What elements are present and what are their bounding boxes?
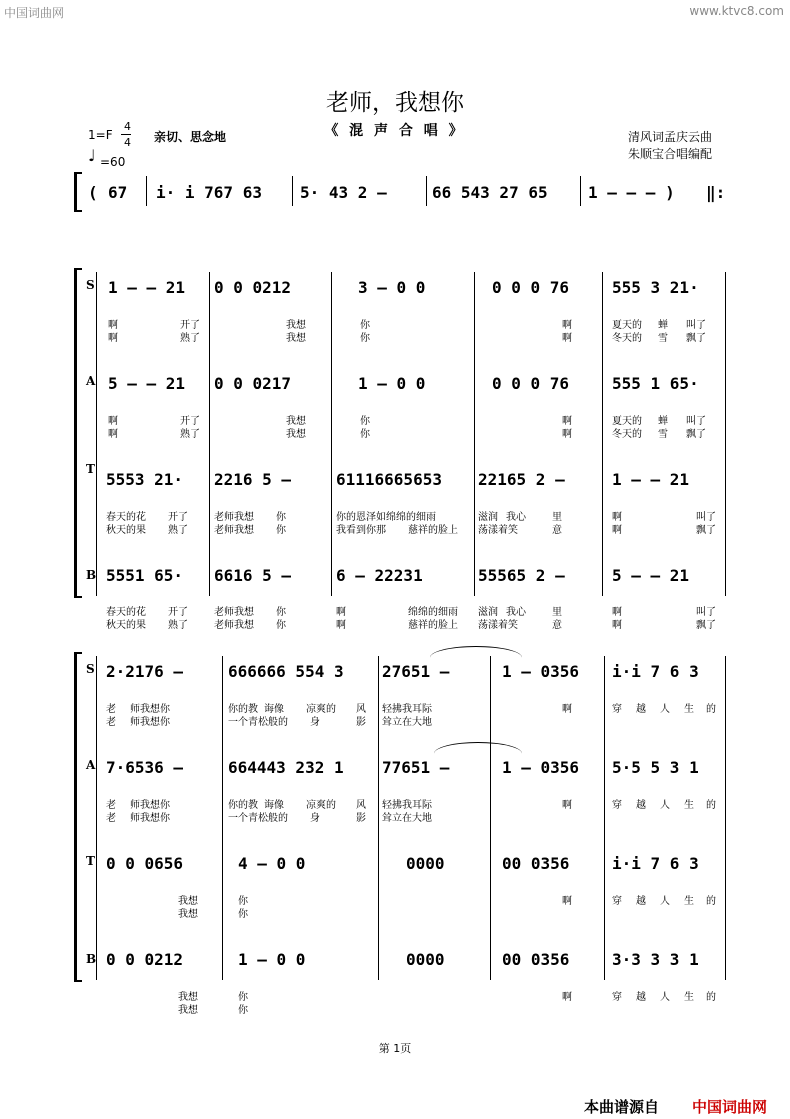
measure: 27651 – xyxy=(382,662,450,681)
barline xyxy=(474,272,475,596)
lyric: 你 xyxy=(238,1005,248,1016)
lyric: 穿 xyxy=(612,896,622,907)
lyric: 你 xyxy=(238,909,248,920)
lyric: 啊 xyxy=(562,896,572,907)
lyric: 荡漾着笑 xyxy=(478,620,518,631)
lyric: 你 xyxy=(360,429,370,440)
lyric: 的 xyxy=(706,800,716,811)
lyric: 我想 xyxy=(286,320,306,331)
lyric: 雪 xyxy=(658,333,668,344)
lyric: 我想 xyxy=(286,416,306,427)
lyric: 夏天的 xyxy=(612,320,642,331)
lyric: 春天的花 xyxy=(106,512,146,523)
site-url-right: www.ktvc8.com xyxy=(689,4,784,18)
lyric: 秋天的果 xyxy=(106,525,146,536)
lyric: 越 xyxy=(636,992,646,1003)
voice-label-soprano: S xyxy=(86,662,95,676)
intro-measure: 67 xyxy=(108,183,128,202)
measure: 77651 – xyxy=(382,758,450,777)
lyric: 生 xyxy=(684,896,694,907)
quarter-note-icon: ♩ xyxy=(88,146,96,165)
measure: 1 – – 21 xyxy=(612,470,690,489)
time-signature-line xyxy=(121,134,131,135)
system1-start-bar xyxy=(96,272,97,596)
barline xyxy=(331,272,332,596)
measure: 5553 21· xyxy=(106,470,184,489)
lyric: 开了 xyxy=(168,512,188,523)
intro-brace xyxy=(74,172,77,212)
lyric: 凉爽的 xyxy=(306,704,336,715)
barline xyxy=(604,656,605,980)
lyric: 蝉 xyxy=(658,320,668,331)
lyric: 啊 xyxy=(336,620,346,631)
barline xyxy=(725,656,726,980)
lyric: 风 xyxy=(356,800,366,811)
lyric: 雪 xyxy=(658,429,668,440)
lyric: 里 xyxy=(552,607,562,618)
lyric: 啊 xyxy=(612,620,622,631)
barline xyxy=(378,656,379,980)
lyric: 啊 xyxy=(562,320,572,331)
measure: 00 0356 xyxy=(502,854,570,873)
intro-brace-top xyxy=(74,172,82,174)
lyric: 你的 xyxy=(336,512,356,523)
lyric: 轻拂我耳际 xyxy=(382,800,432,811)
measure: 1 – – 21 xyxy=(108,278,186,297)
lyric: 啊 xyxy=(108,320,118,331)
lyric: 轻拂我耳际 xyxy=(382,704,432,715)
lyric: 师我想你 xyxy=(130,813,170,824)
measure: 3 – 0 0 xyxy=(358,278,426,297)
lyric: 恩泽如绵绵的细雨 xyxy=(356,512,436,523)
measure: 666666 554 3 xyxy=(228,662,344,681)
lyric: 穿 xyxy=(612,992,622,1003)
barline xyxy=(209,272,210,596)
voice-label-soprano: S xyxy=(86,278,95,292)
lyric: 耸立在大地 xyxy=(382,717,432,728)
lyric: 啊 xyxy=(562,992,572,1003)
lyric: 啊 xyxy=(108,416,118,427)
lyric: 秋天的果 xyxy=(106,620,146,631)
lyric: 你的教 xyxy=(228,800,258,811)
lyric: 生 xyxy=(684,800,694,811)
lyric: 我想 xyxy=(286,333,306,344)
lyric: 影 xyxy=(356,717,366,728)
lyric: 开了 xyxy=(180,416,200,427)
measure: 00 0356 xyxy=(502,950,570,969)
lyric: 的 xyxy=(706,896,716,907)
barline xyxy=(426,176,427,206)
lyric: 师我想你 xyxy=(130,717,170,728)
lyric: 你 xyxy=(238,896,248,907)
intro-brace-bottom xyxy=(74,210,82,212)
measure: 664443 232 1 xyxy=(228,758,344,777)
lyric: 叫了 xyxy=(686,320,706,331)
lyric: 生 xyxy=(684,704,694,715)
lyric: 耸立在大地 xyxy=(382,813,432,824)
measure: 0000 xyxy=(406,950,445,969)
measure: 0000 xyxy=(406,854,445,873)
lyric: 蝉 xyxy=(658,416,668,427)
lyric: 你 xyxy=(360,333,370,344)
lyric: 我看到你那 xyxy=(336,525,386,536)
lyric: 师我想你 xyxy=(130,704,170,715)
barline xyxy=(580,176,581,206)
lyric: 熟了 xyxy=(180,429,200,440)
time-signature-bottom: 4 xyxy=(124,136,131,149)
lyric: 越 xyxy=(636,896,646,907)
barline xyxy=(292,176,293,206)
time-signature-top: 4 xyxy=(124,120,131,133)
measure: 5 – – 21 xyxy=(108,374,186,393)
barline xyxy=(222,656,223,980)
lyric: 冬天的 xyxy=(612,429,642,440)
lyric: 啊 xyxy=(612,525,622,536)
measure: 0 0 0656 xyxy=(106,854,184,873)
lyric: 熟了 xyxy=(168,525,188,536)
lyric: 啊 xyxy=(562,416,572,427)
lyric: 穿 xyxy=(612,704,622,715)
lyric: 叫了 xyxy=(686,416,706,427)
lyric: 开了 xyxy=(168,607,188,618)
lyric: 夏天的 xyxy=(612,416,642,427)
lyric: 你 xyxy=(276,512,286,523)
lyric: 我想 xyxy=(178,896,198,907)
system2-brace xyxy=(74,652,77,982)
lyric: 啊 xyxy=(108,429,118,440)
page-number: 第 1页 xyxy=(378,1042,412,1055)
lyric: 开了 xyxy=(180,320,200,331)
lyric: 的 xyxy=(706,704,716,715)
voice-label-alto: A xyxy=(86,758,96,772)
system2-brace-bottom xyxy=(74,980,82,982)
barline xyxy=(725,272,726,596)
lyric: 越 xyxy=(636,800,646,811)
source-prefix: 本曲谱源自 xyxy=(584,1098,660,1116)
site-name-left: 中国词曲网 xyxy=(4,6,65,20)
lyric: 荡漾着笑 xyxy=(478,525,518,536)
voice-label-alto: A xyxy=(86,374,96,388)
measure: 1 – 0 0 xyxy=(358,374,426,393)
lyric: 一个青松般的 xyxy=(228,813,288,824)
lyric: 慈祥的脸上 xyxy=(408,620,458,631)
barline xyxy=(602,272,603,596)
measure: 3·3 3 3 1 xyxy=(612,950,699,969)
lyric: 啊 xyxy=(108,333,118,344)
measure: 7·6536 – xyxy=(106,758,184,777)
measure: 22165 2 – xyxy=(478,470,565,489)
lyric: 里 xyxy=(552,512,562,523)
barline xyxy=(146,176,147,206)
lyric: 生 xyxy=(684,992,694,1003)
intro-measure: 5· 43 2 – xyxy=(300,183,387,202)
voice-label-tenor: T xyxy=(86,462,95,476)
system2-start-bar xyxy=(96,656,97,980)
key-signature: 1=F xyxy=(88,128,113,142)
lyric: 人 xyxy=(660,992,670,1003)
lyric: 叫了 xyxy=(696,512,716,523)
lyric: 你 xyxy=(238,992,248,1003)
lyric: 诲像 xyxy=(264,704,284,715)
lyric: 你 xyxy=(360,416,370,427)
lyric: 老 xyxy=(106,813,116,824)
measure: 1 – 0356 xyxy=(502,758,580,777)
lyric: 慈祥的脸上 xyxy=(408,525,458,536)
lyric: 我心 xyxy=(506,607,526,618)
lyric: 师我想你 xyxy=(130,800,170,811)
measure: i·i 7 6 3 xyxy=(612,662,699,681)
measure: 5 – – 21 xyxy=(612,566,690,585)
lyric: 我想 xyxy=(178,1005,198,1016)
lyric: 老师我想 xyxy=(214,512,254,523)
lyric: 我心 xyxy=(506,512,526,523)
expression-mark: 亲切、思念地 xyxy=(154,130,227,144)
credit-arranger: 朱顺宝合唱编配 xyxy=(628,147,713,161)
measure: 5551 65· xyxy=(106,566,184,585)
measure: 0 0 0 76 xyxy=(492,278,570,297)
lyric: 意 xyxy=(552,620,562,631)
lyric: 影 xyxy=(356,813,366,824)
lyric: 飘了 xyxy=(696,525,716,536)
lyric: 身 xyxy=(310,813,320,824)
lyric: 老 xyxy=(106,800,116,811)
lyric: 诲像 xyxy=(264,800,284,811)
intro-measure: 1 – – – ) xyxy=(588,183,675,202)
measure: 61116665653 xyxy=(336,470,442,489)
system1-brace xyxy=(74,268,77,598)
lyric: 啊 xyxy=(612,512,622,523)
measure: 6 – 22231 xyxy=(336,566,423,585)
lyric: 人 xyxy=(660,896,670,907)
lyric: 你 xyxy=(276,525,286,536)
lyric: 滋润 xyxy=(478,512,498,523)
measure: 4 – 0 0 xyxy=(238,854,306,873)
song-subtitle: 《 混 声 合 唱 》 xyxy=(324,123,466,139)
lyric: 啊 xyxy=(562,429,572,440)
lyric: 凉爽的 xyxy=(306,800,336,811)
measure: 55565 2 – xyxy=(478,566,565,585)
voice-label-bass: B xyxy=(86,952,97,966)
lyric: 老 xyxy=(106,717,116,728)
lyric: 熟了 xyxy=(180,333,200,344)
lyric: 我想 xyxy=(178,909,198,920)
lyric: 我想 xyxy=(178,992,198,1003)
measure: 2216 5 – xyxy=(214,470,292,489)
lyric: 越 xyxy=(636,704,646,715)
measure: 0 0 0217 xyxy=(214,374,292,393)
lyric: 意 xyxy=(552,525,562,536)
measure: 2·2176 – xyxy=(106,662,184,681)
credit-lyricist-composer: 清风词孟庆云曲 xyxy=(628,130,713,144)
lyric: 春天的花 xyxy=(106,607,146,618)
repeat-sign: ‖: xyxy=(706,183,726,202)
lyric: 老 xyxy=(106,704,116,715)
lyric: 老师我想 xyxy=(214,620,254,631)
measure: 0 0 0212 xyxy=(214,278,292,297)
measure: 0 0 0 76 xyxy=(492,374,570,393)
voice-label-bass: B xyxy=(86,568,97,582)
measure: 1 – 0356 xyxy=(502,662,580,681)
measure: 555 1 65· xyxy=(612,374,699,393)
lyric: 你 xyxy=(276,620,286,631)
system1-brace-top xyxy=(74,268,82,270)
lyric: 啊 xyxy=(562,800,572,811)
measure: i·i 7 6 3 xyxy=(612,854,699,873)
tempo-mark: =60 xyxy=(100,155,126,169)
lyric: 我想 xyxy=(286,429,306,440)
measure: 1 – 0 0 xyxy=(238,950,306,969)
lyric: 啊 xyxy=(612,607,622,618)
lyric: 身 xyxy=(310,717,320,728)
lyric: 人 xyxy=(660,704,670,715)
song-title: 老师，我想你 xyxy=(326,90,464,116)
lyric: 你 xyxy=(276,607,286,618)
lyric: 冬天的 xyxy=(612,333,642,344)
lyric: 叫了 xyxy=(696,607,716,618)
measure: 555 3 21· xyxy=(612,278,699,297)
lyric: 啊 xyxy=(562,704,572,715)
measure: 0 0 0212 xyxy=(106,950,184,969)
lyric: 飘了 xyxy=(686,333,706,344)
voice-label-tenor: T xyxy=(86,854,95,868)
lyric: 老师我想 xyxy=(214,525,254,536)
intro-measure: i· i 767 63 xyxy=(156,183,262,202)
system2-brace-top xyxy=(74,652,82,654)
intro-open-paren: ( xyxy=(88,183,98,202)
measure: 5·5 5 3 1 xyxy=(612,758,699,777)
lyric: 的 xyxy=(706,992,716,1003)
measure: 6616 5 – xyxy=(214,566,292,585)
lyric: 穿 xyxy=(612,800,622,811)
lyric: 人 xyxy=(660,800,670,811)
lyric: 啊 xyxy=(562,333,572,344)
system1-brace-bottom xyxy=(74,596,82,598)
lyric: 你的教 xyxy=(228,704,258,715)
lyric: 绵绵的细雨 xyxy=(408,607,458,618)
lyric: 一个青松般的 xyxy=(228,717,288,728)
lyric: 你 xyxy=(360,320,370,331)
source-site-link[interactable]: 中国词曲网 xyxy=(692,1098,768,1116)
intro-measure: 66 543 27 65 xyxy=(432,183,548,202)
lyric: 熟了 xyxy=(168,620,188,631)
lyric: 飘了 xyxy=(686,429,706,440)
lyric: 老师我想 xyxy=(214,607,254,618)
lyric: 飘了 xyxy=(696,620,716,631)
barline xyxy=(490,656,491,980)
tie-arc xyxy=(430,646,522,669)
lyric: 风 xyxy=(356,704,366,715)
lyric: 啊 xyxy=(336,607,346,618)
lyric: 滋润 xyxy=(478,607,498,618)
tie-arc xyxy=(434,742,522,765)
